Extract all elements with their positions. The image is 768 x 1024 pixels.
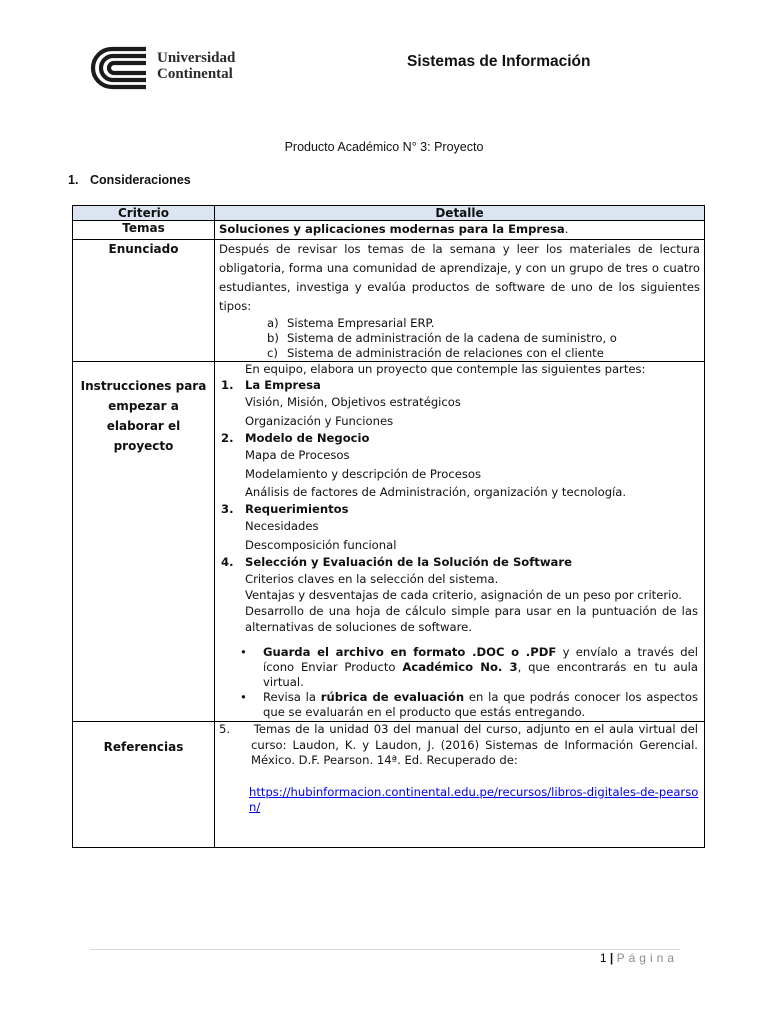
document-subtitle: Producto Académico N° 3: Proyecto [284,140,484,154]
section-title: Consideraciones [90,173,191,187]
table-row-enunciado [73,240,705,362]
bullet-text: , que encontrarás en tu aula virtual. [263,660,698,689]
bullet-bold: Académico No. 3 [402,660,518,674]
table-header-row [73,206,705,221]
part-requerimientos [219,501,700,554]
row-label-instrucciones: Instrucciones para empezar a elaborar el proyecto [73,362,215,722]
temas-detail [215,221,705,240]
part-item: Visión, Misión, Objetivos estratégicos [245,395,461,409]
part-item: Ventajas y desventajas de cada criterio, asignación de un peso por criterio. [245,588,682,602]
part-modelo-negocio [219,430,700,501]
university-logo-icon [90,45,148,91]
university-logo-text [157,50,235,82]
page-number: 1 [599,951,607,965]
list-item-text: Sistema de administración de la cadena de suministro, o [287,331,617,345]
bullet-bold: Guarda el archivo en formato .DOC o .PDF [263,645,557,659]
list-item [267,316,700,331]
temas-text-end: . [564,222,569,236]
part-item: Necesidades [245,519,319,533]
footer-divider [90,949,680,950]
bullet-text: en la que podrás conocer los aspectos que se evaluarán en el producto que estás entregando. [263,690,698,719]
instrucciones-detail [215,362,705,722]
reference-body: Temas de la unidad 03 del manual del curso, adjunto en el aula virtual del curso: Laudon, K. y Laudon, J. (2016) Sistemas de Información Gerencial. México. D.F. Pearson. 14ª. Ed. Recuperado de: [251,722,698,767]
reference-number: 5. [219,722,231,736]
section-heading [68,173,191,187]
criteria-table [72,205,705,848]
part-number: 1. [221,378,234,392]
part-item: Organización y Funciones [245,414,394,428]
list-marker: b) [267,331,279,345]
part-item: Criterios claves en la selección del sistema. [245,572,499,586]
row-label-temas: Temas [73,221,215,240]
instrucciones-intro: En equipo, elabora un proyecto que contemple las siguientes partes: [245,362,646,376]
part-seleccion [219,554,700,635]
table-row-instrucciones [73,362,705,722]
table-row-temas [73,221,705,240]
part-item: Mapa de Procesos [245,448,350,462]
list-marker: c) [267,346,278,360]
part-item: Descomposición funcional [245,538,397,552]
page-footer [600,951,678,965]
footer-separator: | [609,951,614,965]
bullet-icon: • [240,645,247,659]
part-number: 2. [221,431,234,445]
part-title: Modelo de Negocio [245,431,370,445]
part-title: La Empresa [245,378,321,392]
referencias-detail [215,722,705,848]
row-label-enunciado: Enunciado [73,240,215,362]
logo-line-1: Universidad [157,50,236,66]
list-item [240,690,700,720]
bullet-text: Revisa la [263,690,321,704]
column-header-detalle: Detalle [215,206,705,221]
table-row-referencias [73,722,705,848]
part-number: 3. [221,502,234,516]
list-item-text: Sistema de administración de relaciones con el cliente [287,346,604,360]
part-title: Selección y Evaluación de la Solución de Software [245,555,572,569]
list-item [267,346,700,361]
enunciado-detail [215,240,705,362]
enunciado-text: Después de revisar los temas de la semana y leer los materiales de lectura obligatoria, forma una comunidad de aprendizaje, y con un grupo de tres o cuatro estudiantes, investiga y evalúa productos de software de uno de los siguientes tipos: [219,242,700,313]
software-type-list [219,316,700,361]
course-title: Sistemas de Información [407,53,591,70]
part-empresa [219,377,700,430]
bullet-text: y envíalo a través del ícono Enviar Producto [263,645,698,674]
part-item: Modelamiento y descripción de Procesos [245,467,482,481]
reference-text [219,722,700,769]
part-item: Análisis de factores de Administración, organización y tecnología. [245,485,627,499]
list-marker: a) [267,316,279,330]
temas-text: Soluciones y aplicaciones modernas para la Empresa [219,222,565,236]
row-label-referencias: Referencias [73,722,215,848]
bullet-icon: • [240,690,247,704]
bullet-bold: rúbrica de evaluación [320,690,465,704]
logo-line-2: Continental [157,66,233,82]
submission-bullets [219,645,700,720]
column-header-criterio: Criterio [73,206,215,221]
reference-link[interactable]: https://hubinformacion.continental.edu.pe/recursos/libros-digitales-de-pearson/ [249,784,699,814]
part-number: 4. [221,555,234,569]
section-number: 1. [68,173,79,187]
list-item-text: Sistema Empresarial ERP. [287,316,435,330]
list-item [267,331,700,346]
footer-page-word: Página [616,951,678,965]
part-item: Desarrollo de una hoja de cálculo simple para usar en la puntuación de las alternativas de soluciones de software. [245,604,698,634]
part-title: Requerimientos [245,502,349,516]
list-item [240,645,700,690]
